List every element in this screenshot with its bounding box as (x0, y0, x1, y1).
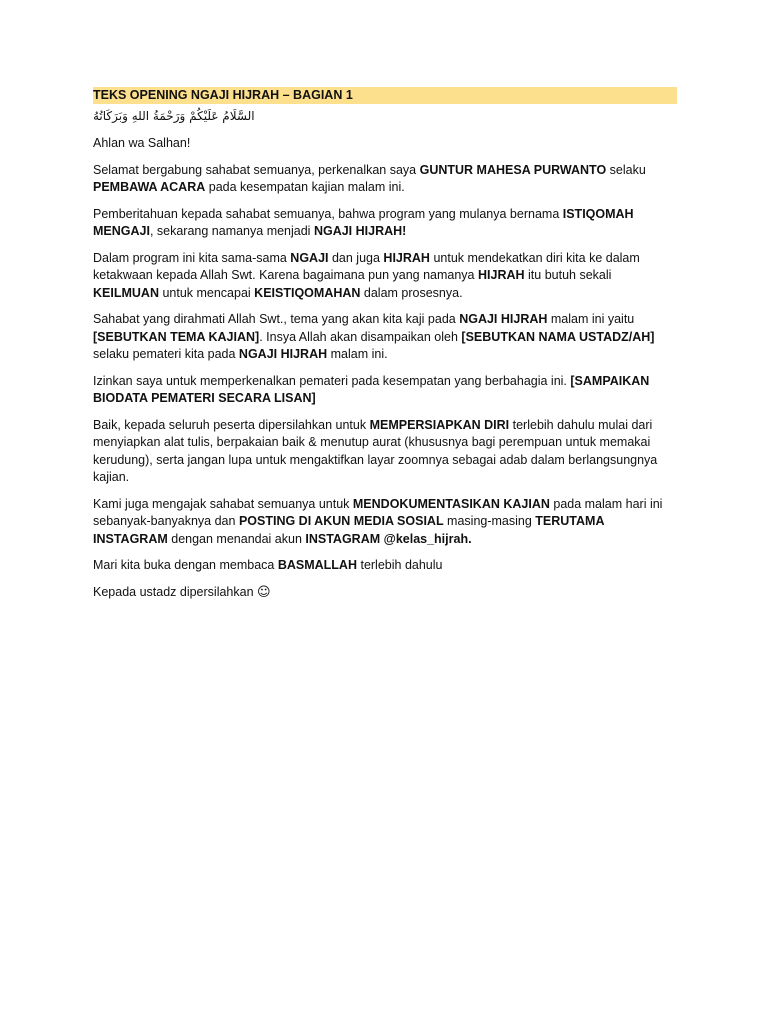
text-span: masing-masing (443, 514, 536, 528)
paragraph-documentation (93, 496, 677, 549)
bold-text: NGAJI (290, 250, 329, 265)
text-span: selaku (606, 162, 646, 177)
new-program-name: NGAJI HIJRAH! (313, 224, 407, 238)
text-span: . Insya Allah akan disampaikan oleh (259, 329, 462, 344)
text-span: Dalam program ini kita sama-sama (93, 250, 291, 265)
text-span: Pemberitahuan kepada sahabat semuanya, bahwa program yang mulanya bernama (93, 206, 563, 221)
bold-text: KEISTIQOMAHAN (254, 285, 361, 300)
paragraph-preparation (93, 417, 677, 487)
biodata-placeholder: [SAMPAIKAN BIODATA PEMATERI SECARA LISAN] (93, 373, 650, 405)
text-span: Izinkan saya untuk memperkenalkan pemateri pada kesempatan yang berbahagia ini. (93, 373, 571, 388)
bold-text: KEILMUAN (93, 285, 159, 300)
paragraph-program (93, 250, 677, 303)
document-title: TEKS OPENING NGAJI HIJRAH – BAGIAN 1 (93, 87, 677, 104)
paragraph-theme (93, 311, 677, 364)
document-page (93, 87, 677, 610)
bold-text: NGAJI HIJRAH (459, 312, 548, 326)
bold-text: BASMALLAH (277, 558, 357, 572)
text-span: pada malam hari ini sebanyak-banyaknya dan (93, 496, 663, 528)
old-program-name: ISTIQOMAH MENGAJI (93, 206, 634, 238)
bold-text: HIJRAH (478, 268, 525, 282)
text-span: itu butuh sekali (524, 268, 612, 282)
speaker-placeholder: [SEBUTKAN NAMA USTADZ/AH] (461, 329, 655, 344)
greeting: Ahlan wa Salhan! (93, 136, 191, 150)
text-span: Kami juga mengajak sahabat semuanya untuk (93, 496, 353, 511)
text-span: Baik, kepada seluruh peserta dipersilahkan untuk (93, 417, 370, 432)
host-name: GUNTUR MAHESA PURWANTO (419, 162, 607, 177)
text-span: Mari kita buka dengan membaca (93, 558, 278, 572)
text-span: malam ini yaitu (547, 312, 635, 326)
bold-text: POSTING DI AKUN MEDIA SOSIAL (238, 514, 444, 528)
theme-placeholder: [SEBUTKAN TEMA KAJIAN] (93, 329, 260, 344)
bold-text: TERUTAMA INSTAGRAM (93, 514, 605, 546)
bold-text: NGAJI HIJRAH (238, 347, 328, 361)
paragraph-speaker-intro (93, 373, 677, 408)
text-span: terlebih dahulu mulai dari menyiapkan alat tulis, berpakaian baik & menutup aurat (khususnya bagi perempuan untuk memakai kerudung), serta jangan lupa untuk mengaktifkan layar zoomnya sebagai adab dalam berlangsungnya kajian. (93, 417, 658, 484)
paragraph-basmallah (93, 557, 677, 575)
instagram-handle: INSTAGRAM @kelas_hijrah. (305, 531, 472, 546)
text-span: terlebih dahulu (357, 558, 443, 572)
paragraph-closing (93, 584, 677, 602)
paragraph-announcement (93, 206, 677, 241)
text-span: , sekarang namanya menjadi (149, 224, 314, 238)
text-span: malam ini. (327, 347, 388, 361)
smiley-icon: ☺ (257, 584, 271, 600)
host-role: PEMBAWA ACARA (93, 180, 206, 194)
bold-text: MEMPERSIAPKAN DIRI (369, 417, 510, 432)
text-span: pada kesempatan kajian malam ini. (205, 180, 405, 194)
text-span: Kepada ustadz dipersilahkan (93, 584, 258, 599)
paragraph-introduction (93, 162, 677, 197)
text-span: dengan menandai akun (167, 531, 306, 546)
bold-text: HIJRAH (383, 250, 430, 265)
text-span: Sahabat yang dirahmati Allah Swt., tema yang akan kita kaji pada (93, 312, 460, 326)
text-span: untuk mendekatkan diri kita ke dalam ketakwaan kepada Allah Swt. Karena bagaimana pun yang namanya (93, 250, 640, 282)
arabic-salam: السَّلَامُ عَلَيْكُمْ وَرَحْمَةُ اللهِ وَبَرَكَاتُهُ (93, 109, 255, 123)
text-span: dalam prosesnya. (360, 285, 463, 300)
bold-text: MENDOKUMENTASIKAN KAJIAN (352, 496, 550, 511)
text-span: selaku pemateri kita pada (93, 347, 239, 361)
text-span: untuk mencapai (158, 285, 255, 300)
text-span: Selamat bergabung sahabat semuanya, perkenalkan saya (93, 162, 420, 177)
text-span: dan juga (328, 250, 384, 265)
